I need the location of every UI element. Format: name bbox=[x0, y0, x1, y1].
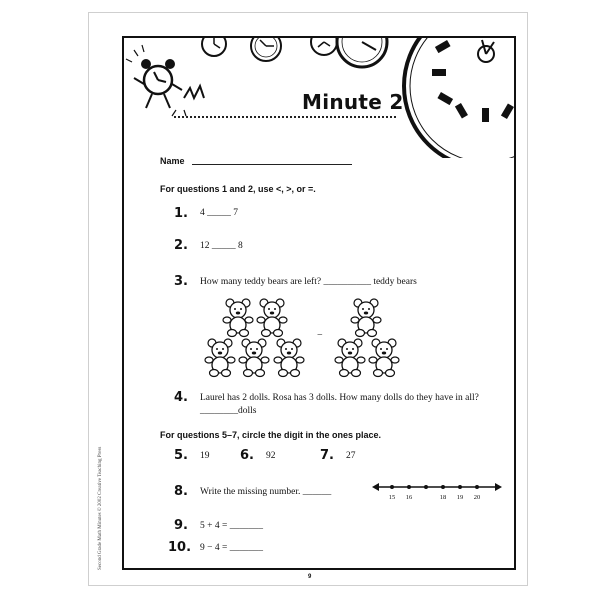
worksheet-frame bbox=[122, 36, 516, 570]
question-number: 5. bbox=[174, 448, 188, 463]
large-clock-icon bbox=[404, 38, 514, 158]
question-number: 10. bbox=[168, 540, 192, 555]
question-number: 8. bbox=[174, 484, 188, 499]
number-line-label: 20 bbox=[473, 494, 481, 501]
teddy-bear-icon bbox=[223, 299, 253, 337]
number-line-label: 18 bbox=[439, 494, 447, 501]
teddy-bear-icon bbox=[274, 339, 304, 377]
tick-16 bbox=[407, 485, 411, 489]
page-title: Minute 2 bbox=[302, 90, 404, 114]
question-number: 6. bbox=[240, 448, 254, 463]
question-number: 9. bbox=[174, 518, 188, 533]
tick-15 bbox=[390, 485, 394, 489]
small-clock-icon bbox=[251, 38, 281, 61]
teddy-bear-icon bbox=[257, 299, 287, 337]
copyright-credit: Second Grade Math Minutes © 2002 Creative Teaching Press bbox=[98, 446, 103, 570]
question-number: 1. bbox=[174, 206, 188, 221]
teddy-bear-icon bbox=[351, 299, 381, 337]
small-clock-icon bbox=[311, 38, 337, 55]
small-clock-icon bbox=[337, 38, 387, 67]
question-text: 12 _____ 8 bbox=[200, 241, 243, 251]
question-text: 27 bbox=[346, 451, 356, 461]
teddy-bear-icon bbox=[205, 339, 235, 377]
question-number: 2. bbox=[174, 238, 188, 253]
number-line-label: 19 bbox=[456, 494, 464, 501]
title-dotted-rule bbox=[174, 116, 396, 118]
name-answer-line bbox=[192, 164, 352, 165]
number-line bbox=[372, 480, 502, 504]
teddy-bear-icon bbox=[335, 339, 365, 377]
question-text: Laurel has 2 dolls. Rosa has 3 dolls. How many dolls do they have in all? ________dolls bbox=[200, 393, 479, 416]
instruction-compare: For questions 1 and 2, use <, >, or =. bbox=[160, 184, 316, 194]
alarm-clock-character-icon bbox=[126, 45, 204, 116]
question-text: Write the missing number. ______ bbox=[200, 487, 332, 497]
question-text: 5 + 4 = _______ bbox=[200, 521, 263, 531]
tick-missing bbox=[424, 485, 428, 489]
question-number: 3. bbox=[174, 274, 188, 289]
teddy-bear-icon bbox=[239, 339, 269, 377]
number-line-label: 15 bbox=[388, 494, 396, 501]
teddy-bear-icon bbox=[369, 339, 399, 377]
instruction-ones-place: For questions 5–7, circle the digit in the ones place. bbox=[160, 430, 382, 440]
number-line-label: 16 bbox=[405, 494, 413, 501]
question-number: 4. bbox=[174, 390, 188, 405]
question-text: 92 bbox=[266, 451, 276, 461]
question-text: 19 bbox=[200, 451, 210, 461]
question-text: How many teddy bears are left? __________ teddy bears bbox=[200, 277, 417, 287]
tick-18 bbox=[441, 485, 445, 489]
question-text: 4 _____ 7 bbox=[200, 208, 238, 218]
question-text: 9 − 4 = _______ bbox=[200, 543, 263, 553]
page-number: 9 bbox=[308, 574, 312, 580]
minus-sign: − bbox=[317, 330, 323, 341]
number-line-axis bbox=[372, 480, 502, 494]
question-number: 7. bbox=[320, 448, 334, 463]
tick-20 bbox=[475, 485, 479, 489]
tick-19 bbox=[458, 485, 462, 489]
name-label: Name bbox=[160, 156, 185, 166]
small-clock-icon bbox=[202, 38, 226, 56]
